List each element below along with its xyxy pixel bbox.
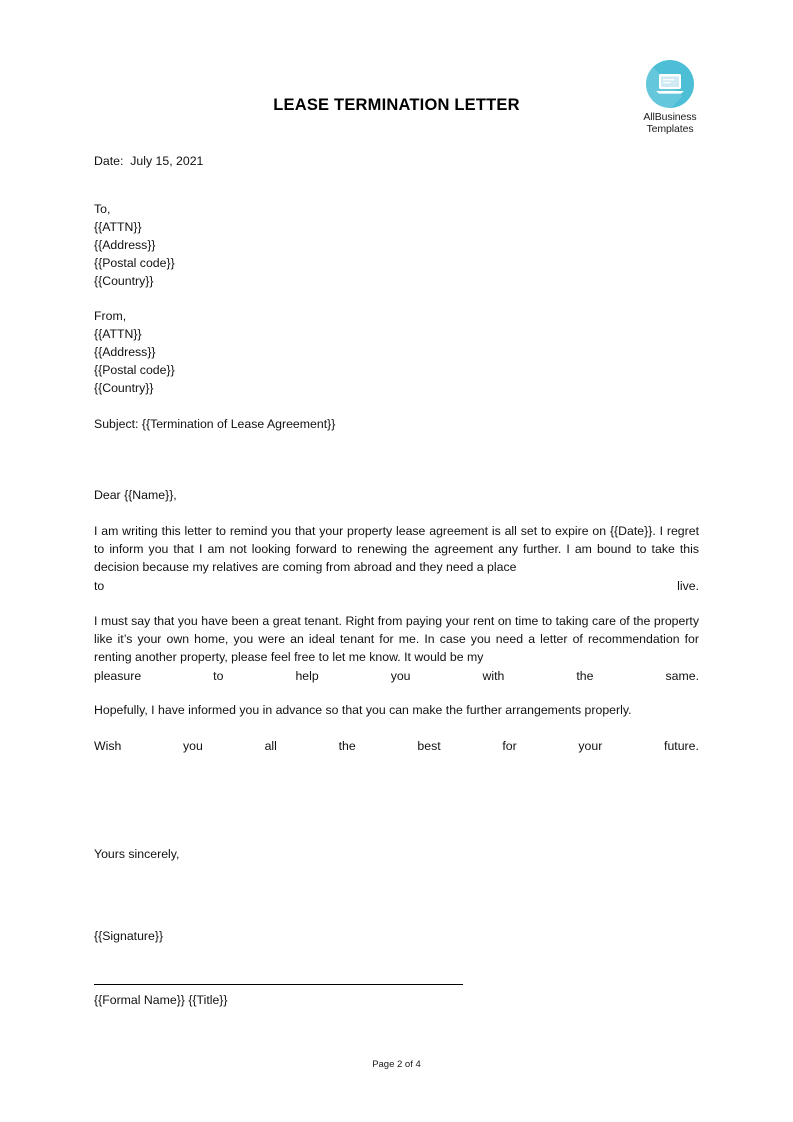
paragraph-2-last-line (94, 667, 699, 685)
paragraph-2-last-word-3: you (390, 668, 411, 683)
from-heading: From, (94, 309, 127, 323)
to-address: {{Address}} (94, 238, 156, 252)
paragraph-2 (94, 612, 699, 685)
sender-address-block (94, 307, 699, 397)
paragraph-2-last-word-2: help (295, 668, 319, 683)
paragraph-4 (94, 737, 699, 755)
recipient-address-block (94, 200, 699, 290)
paragraph-1-text: I am writing this letter to remind you that your property lease agreement is all set to expire on {{Date}}. I regret to inform you that I am not looking forward to renewing the agreement any further. I am bound to take this decision because my relatives are coming from abroad and they need a place (94, 524, 699, 575)
subject-line: Subject: {{Termination of Lease Agreement}} (94, 417, 336, 431)
from-country: {{Country}} (94, 381, 154, 395)
page-footer: Page 2 of 4 (372, 1059, 421, 1070)
paragraph-4-word-6: your (578, 739, 603, 753)
date-value: July 15, 2021 (130, 154, 204, 168)
paragraph-1-last-word-0: to (94, 578, 105, 593)
paragraph-4-word-5: for (502, 739, 517, 753)
paragraph-2-last-word-4: with (482, 668, 505, 683)
laptop-icon (654, 72, 686, 96)
logo-text-line1: AllBusiness (643, 111, 697, 123)
date-line (94, 152, 699, 170)
salutation: Dear {{Name}}, (94, 488, 177, 502)
to-attn: {{ATTN}} (94, 220, 142, 234)
paragraph-1-last-word-1: live. (677, 578, 699, 593)
paragraph-2-last-word-6: same. (665, 668, 699, 683)
page-title: LEASE TERMINATION LETTER (273, 96, 520, 114)
paragraph-2-last-word-5: the (576, 668, 594, 683)
to-country: {{Country}} (94, 274, 154, 288)
logo-text-line2: Templates (646, 123, 694, 135)
signature-placeholder: {{Signature}} (94, 929, 164, 943)
to-heading: To, (94, 202, 111, 216)
paragraph-4-word-0: Wish (94, 739, 122, 753)
paragraph-4-word-7: future. (664, 739, 699, 753)
date-label: Date: (94, 154, 124, 168)
paragraph-2-last-word-1: to (213, 668, 224, 683)
paragraph-3: Hopefully, I have informed you in advance so that you can make the further arrangements properly. (94, 703, 632, 717)
to-postal-code: {{Postal code}} (94, 256, 175, 270)
closing-salutation: Yours sincerely, (94, 847, 180, 861)
paragraph-2-text: I must say that you have been a great tenant. Right from paying your rent on time to taking care of the property like it’s your own home, you were an ideal tenant for me. In case you need a letter of recommendation for renting another property, please feel free to let me know. It would be my (94, 614, 699, 665)
paragraph-4-word-1: you (183, 739, 203, 753)
paragraph-4-word-2: all (264, 739, 277, 753)
paragraph-2-last-word-0: pleasure (94, 668, 142, 683)
from-attn: {{ATTN}} (94, 327, 142, 341)
paragraph-1-last-line (94, 577, 699, 595)
formal-name-title: {{Formal Name}} {{Title}} (94, 993, 228, 1007)
paragraph-4-word-4: best (417, 739, 441, 753)
paragraph-1 (94, 522, 699, 595)
from-address: {{Address}} (94, 345, 156, 359)
from-postal-code: {{Postal code}} (94, 363, 175, 377)
paragraph-4-word-3: the (338, 739, 356, 753)
signature-rule (94, 984, 463, 985)
